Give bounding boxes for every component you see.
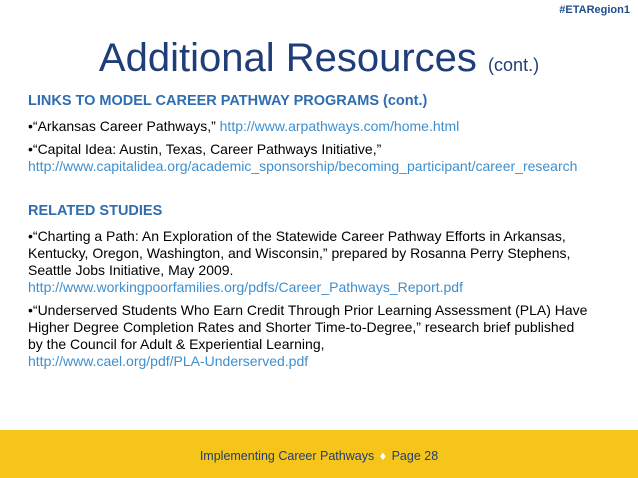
list-item xyxy=(28,141,588,175)
list-item xyxy=(28,118,588,135)
page-number: Page 28 xyxy=(391,449,439,463)
item-link[interactable]: http://www.capitalidea.org/academic_sponsorship/becoming_participant/career_research xyxy=(28,158,578,174)
region-hashtag: #ETARegion1 xyxy=(559,4,630,16)
item-text: •“Underserved Students Who Earn Credit Through Prior Learning Assessment (PLA) Have Higher Degree Completion Rates and Shorter Time-to-Degree,” research brief published by the Council for Adult & Experiential Learning, xyxy=(28,302,588,352)
item-link[interactable]: http://www.workingpoorfamilies.org/pdfs/Career_Pathways_Report.pdf xyxy=(28,279,463,295)
title-suffix: (cont.) xyxy=(488,55,540,75)
page-title xyxy=(0,36,638,81)
content-area xyxy=(28,93,588,376)
item-link[interactable]: http://www.cael.org/pdf/PLA-Underserved.pdf xyxy=(28,353,309,369)
item-text: •“Charting a Path: An Exploration of the Statewide Career Pathway Efforts in Arkansas, Kentucky, Oregon, Washington, and Wisconsin,” prepared by Rosanna Perry Stephens, Seattle Jobs Initiative, May 2009. xyxy=(28,228,571,278)
section-heading-studies: RELATED STUDIES xyxy=(28,203,163,219)
footer-bar xyxy=(0,430,638,478)
list-item xyxy=(28,228,588,296)
item-text: •“Arkansas Career Pathways,” xyxy=(28,118,216,134)
footer-text xyxy=(0,449,638,463)
title-main: Additional Resources xyxy=(98,36,477,80)
footer-label: Implementing Career Pathways xyxy=(199,449,375,463)
section-heading-links: LINKS TO MODEL CAREER PATHWAY PROGRAMS (cont.) xyxy=(28,93,428,109)
list-item xyxy=(28,302,588,370)
item-text: •“Capital Idea: Austin, Texas, Career Pathways Initiative,” xyxy=(28,141,382,157)
item-link[interactable]: http://www.arpathways.com/home.html xyxy=(219,118,460,134)
diamond-icon: ♦ xyxy=(379,449,387,463)
